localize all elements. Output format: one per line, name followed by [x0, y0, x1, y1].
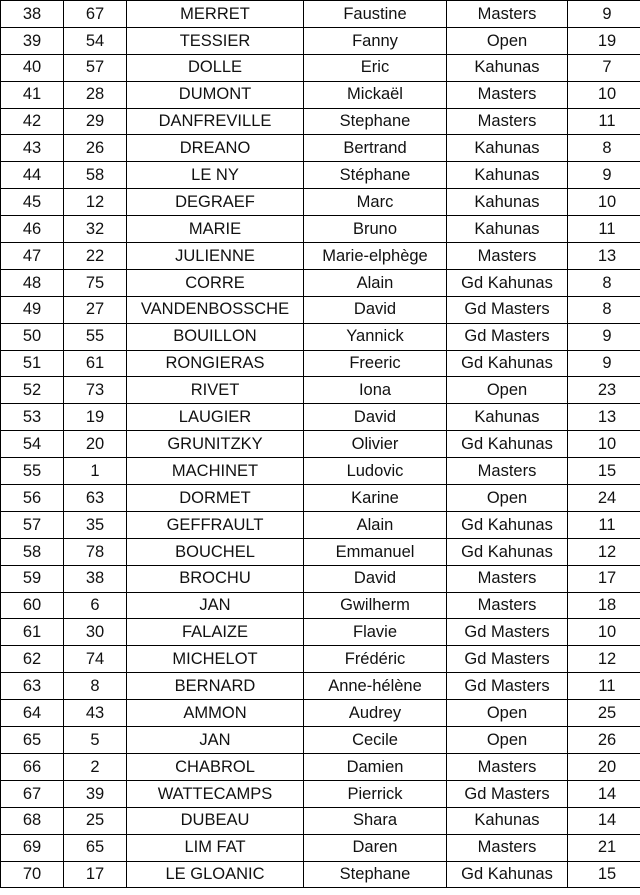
points-cell: 9	[568, 162, 640, 189]
category-cell: Masters	[447, 108, 568, 135]
first-name-cell: Alain	[304, 511, 447, 538]
table-row	[1, 807, 640, 834]
table-row	[1, 592, 640, 619]
points-cell: 12	[568, 538, 640, 565]
bib-number-cell: 17	[64, 861, 127, 888]
rank-cell: 53	[1, 404, 64, 431]
rank-cell: 48	[1, 269, 64, 296]
rank-cell: 49	[1, 296, 64, 323]
last-name-cell: RIVET	[127, 377, 304, 404]
category-cell: Kahunas	[447, 216, 568, 243]
category-cell: Masters	[447, 753, 568, 780]
rank-cell: 58	[1, 538, 64, 565]
points-cell: 24	[568, 485, 640, 512]
category-cell: Gd Masters	[447, 323, 568, 350]
first-name-cell: Marc	[304, 189, 447, 216]
points-cell: 12	[568, 646, 640, 673]
table-row	[1, 108, 640, 135]
first-name-cell: Stephane	[304, 861, 447, 888]
bib-number-cell: 54	[64, 27, 127, 54]
points-cell: 10	[568, 189, 640, 216]
first-name-cell: David	[304, 296, 447, 323]
last-name-cell: BROCHU	[127, 565, 304, 592]
first-name-cell: Daren	[304, 834, 447, 861]
points-cell: 8	[568, 296, 640, 323]
rank-cell: 46	[1, 216, 64, 243]
table-row	[1, 511, 640, 538]
first-name-cell: Mickaël	[304, 81, 447, 108]
first-name-cell: Faustine	[304, 1, 447, 28]
bib-number-cell: 73	[64, 377, 127, 404]
bib-number-cell: 19	[64, 404, 127, 431]
table-row	[1, 54, 640, 81]
first-name-cell: David	[304, 565, 447, 592]
last-name-cell: BERNARD	[127, 673, 304, 700]
rank-cell: 63	[1, 673, 64, 700]
last-name-cell: WATTECAMPS	[127, 780, 304, 807]
last-name-cell: JAN	[127, 727, 304, 754]
last-name-cell: BOUILLON	[127, 323, 304, 350]
bib-number-cell: 20	[64, 431, 127, 458]
bib-number-cell: 75	[64, 269, 127, 296]
last-name-cell: VANDENBOSSCHE	[127, 296, 304, 323]
points-cell: 8	[568, 269, 640, 296]
bib-number-cell: 2	[64, 753, 127, 780]
table-row	[1, 753, 640, 780]
table-row	[1, 404, 640, 431]
category-cell: Masters	[447, 592, 568, 619]
category-cell: Gd Kahunas	[447, 511, 568, 538]
first-name-cell: Damien	[304, 753, 447, 780]
last-name-cell: AMMON	[127, 700, 304, 727]
first-name-cell: Iona	[304, 377, 447, 404]
bib-number-cell: 61	[64, 350, 127, 377]
last-name-cell: FALAIZE	[127, 619, 304, 646]
rank-cell: 60	[1, 592, 64, 619]
last-name-cell: LE GLOANIC	[127, 861, 304, 888]
category-cell: Masters	[447, 458, 568, 485]
table-row	[1, 565, 640, 592]
bib-number-cell: 65	[64, 834, 127, 861]
last-name-cell: MACHINET	[127, 458, 304, 485]
first-name-cell: Stéphane	[304, 162, 447, 189]
points-cell: 10	[568, 431, 640, 458]
bib-number-cell: 26	[64, 135, 127, 162]
points-cell: 13	[568, 243, 640, 270]
bib-number-cell: 74	[64, 646, 127, 673]
points-cell: 21	[568, 834, 640, 861]
table-row	[1, 81, 640, 108]
rank-cell: 54	[1, 431, 64, 458]
category-cell: Gd Masters	[447, 296, 568, 323]
category-cell: Gd Kahunas	[447, 861, 568, 888]
rank-cell: 42	[1, 108, 64, 135]
rank-cell: 62	[1, 646, 64, 673]
first-name-cell: Bertrand	[304, 135, 447, 162]
table-row	[1, 27, 640, 54]
last-name-cell: CHABROL	[127, 753, 304, 780]
bib-number-cell: 58	[64, 162, 127, 189]
rank-cell: 65	[1, 727, 64, 754]
table-row	[1, 323, 640, 350]
points-cell: 11	[568, 108, 640, 135]
points-cell: 7	[568, 54, 640, 81]
points-cell: 25	[568, 700, 640, 727]
first-name-cell: Stephane	[304, 108, 447, 135]
last-name-cell: MERRET	[127, 1, 304, 28]
category-cell: Kahunas	[447, 807, 568, 834]
bib-number-cell: 55	[64, 323, 127, 350]
category-cell: Kahunas	[447, 162, 568, 189]
points-cell: 10	[568, 81, 640, 108]
category-cell: Gd Kahunas	[447, 269, 568, 296]
category-cell: Gd Masters	[447, 619, 568, 646]
first-name-cell: Audrey	[304, 700, 447, 727]
rank-cell: 55	[1, 458, 64, 485]
first-name-cell: Freeric	[304, 350, 447, 377]
points-cell: 17	[568, 565, 640, 592]
first-name-cell: Olivier	[304, 431, 447, 458]
table-row	[1, 646, 640, 673]
first-name-cell: Emmanuel	[304, 538, 447, 565]
points-cell: 11	[568, 216, 640, 243]
bib-number-cell: 43	[64, 700, 127, 727]
rank-cell: 59	[1, 565, 64, 592]
points-cell: 20	[568, 753, 640, 780]
first-name-cell: Alain	[304, 269, 447, 296]
bib-number-cell: 6	[64, 592, 127, 619]
last-name-cell: BOUCHEL	[127, 538, 304, 565]
table-row	[1, 216, 640, 243]
rank-cell: 66	[1, 753, 64, 780]
last-name-cell: DOLLE	[127, 54, 304, 81]
bib-number-cell: 25	[64, 807, 127, 834]
first-name-cell: Bruno	[304, 216, 447, 243]
rank-cell: 39	[1, 27, 64, 54]
first-name-cell: Ludovic	[304, 458, 447, 485]
points-cell: 11	[568, 511, 640, 538]
category-cell: Open	[447, 377, 568, 404]
category-cell: Kahunas	[447, 135, 568, 162]
last-name-cell: LAUGIER	[127, 404, 304, 431]
rank-cell: 44	[1, 162, 64, 189]
rank-cell: 43	[1, 135, 64, 162]
table-row	[1, 431, 640, 458]
points-cell: 11	[568, 673, 640, 700]
category-cell: Gd Kahunas	[447, 350, 568, 377]
rank-cell: 41	[1, 81, 64, 108]
rank-cell: 57	[1, 511, 64, 538]
last-name-cell: JULIENNE	[127, 243, 304, 270]
rank-cell: 47	[1, 243, 64, 270]
first-name-cell: Fanny	[304, 27, 447, 54]
first-name-cell: Flavie	[304, 619, 447, 646]
points-cell: 9	[568, 350, 640, 377]
table-row	[1, 296, 640, 323]
category-cell: Open	[447, 727, 568, 754]
rank-cell: 50	[1, 323, 64, 350]
last-name-cell: GRUNITZKY	[127, 431, 304, 458]
category-cell: Masters	[447, 834, 568, 861]
bib-number-cell: 57	[64, 54, 127, 81]
table-row	[1, 700, 640, 727]
bib-number-cell: 35	[64, 511, 127, 538]
table-row	[1, 861, 640, 888]
last-name-cell: DREANO	[127, 135, 304, 162]
category-cell: Gd Masters	[447, 646, 568, 673]
bib-number-cell: 63	[64, 485, 127, 512]
category-cell: Kahunas	[447, 54, 568, 81]
category-cell: Masters	[447, 565, 568, 592]
last-name-cell: MARIE	[127, 216, 304, 243]
points-cell: 19	[568, 27, 640, 54]
table-row	[1, 269, 640, 296]
category-cell: Open	[447, 700, 568, 727]
first-name-cell: Shara	[304, 807, 447, 834]
points-cell: 9	[568, 323, 640, 350]
table-row	[1, 1, 640, 28]
rank-cell: 51	[1, 350, 64, 377]
points-cell: 8	[568, 135, 640, 162]
bib-number-cell: 28	[64, 81, 127, 108]
bib-number-cell: 32	[64, 216, 127, 243]
category-cell: Open	[447, 485, 568, 512]
points-cell: 23	[568, 377, 640, 404]
last-name-cell: CORRE	[127, 269, 304, 296]
rank-cell: 45	[1, 189, 64, 216]
bib-number-cell: 5	[64, 727, 127, 754]
first-name-cell: Karine	[304, 485, 447, 512]
bib-number-cell: 22	[64, 243, 127, 270]
table-row	[1, 243, 640, 270]
bib-number-cell: 67	[64, 1, 127, 28]
table-row	[1, 673, 640, 700]
points-cell: 10	[568, 619, 640, 646]
table-row	[1, 834, 640, 861]
category-cell: Kahunas	[447, 404, 568, 431]
rank-cell: 52	[1, 377, 64, 404]
points-cell: 15	[568, 458, 640, 485]
category-cell: Masters	[447, 81, 568, 108]
category-cell: Gd Masters	[447, 673, 568, 700]
table-row	[1, 485, 640, 512]
category-cell: Open	[447, 27, 568, 54]
table-row	[1, 780, 640, 807]
category-cell: Kahunas	[447, 189, 568, 216]
last-name-cell: RONGIERAS	[127, 350, 304, 377]
last-name-cell: DUMONT	[127, 81, 304, 108]
rank-cell: 38	[1, 1, 64, 28]
rank-cell: 40	[1, 54, 64, 81]
points-cell: 15	[568, 861, 640, 888]
category-cell: Masters	[447, 1, 568, 28]
points-cell: 9	[568, 1, 640, 28]
last-name-cell: MICHELOT	[127, 646, 304, 673]
bib-number-cell: 12	[64, 189, 127, 216]
points-cell: 14	[568, 807, 640, 834]
last-name-cell: DANFREVILLE	[127, 108, 304, 135]
points-cell: 18	[568, 592, 640, 619]
table-row	[1, 162, 640, 189]
rank-cell: 68	[1, 807, 64, 834]
category-cell: Gd Kahunas	[447, 431, 568, 458]
first-name-cell: Cecile	[304, 727, 447, 754]
last-name-cell: DEGRAEF	[127, 189, 304, 216]
rank-cell: 64	[1, 700, 64, 727]
first-name-cell: Frédéric	[304, 646, 447, 673]
bib-number-cell: 8	[64, 673, 127, 700]
last-name-cell: DORMET	[127, 485, 304, 512]
points-cell: 26	[568, 727, 640, 754]
points-cell: 13	[568, 404, 640, 431]
rank-cell: 70	[1, 861, 64, 888]
category-cell: Gd Kahunas	[447, 538, 568, 565]
table-row	[1, 350, 640, 377]
last-name-cell: GEFFRAULT	[127, 511, 304, 538]
bib-number-cell: 78	[64, 538, 127, 565]
first-name-cell: David	[304, 404, 447, 431]
table-row	[1, 135, 640, 162]
first-name-cell: Yannick	[304, 323, 447, 350]
table-row	[1, 538, 640, 565]
bib-number-cell: 27	[64, 296, 127, 323]
rank-cell: 69	[1, 834, 64, 861]
first-name-cell: Eric	[304, 54, 447, 81]
rank-cell: 67	[1, 780, 64, 807]
last-name-cell: LE NY	[127, 162, 304, 189]
rank-cell: 56	[1, 485, 64, 512]
table-row	[1, 619, 640, 646]
last-name-cell: LIM FAT	[127, 834, 304, 861]
rank-cell: 61	[1, 619, 64, 646]
first-name-cell: Anne-hélène	[304, 673, 447, 700]
last-name-cell: DUBEAU	[127, 807, 304, 834]
table-row	[1, 727, 640, 754]
table-row	[1, 189, 640, 216]
points-cell: 14	[568, 780, 640, 807]
table-row	[1, 377, 640, 404]
first-name-cell: Marie-elphège	[304, 243, 447, 270]
category-cell: Gd Masters	[447, 780, 568, 807]
table-row	[1, 458, 640, 485]
last-name-cell: TESSIER	[127, 27, 304, 54]
bib-number-cell: 29	[64, 108, 127, 135]
first-name-cell: Gwilherm	[304, 592, 447, 619]
results-table-body	[1, 1, 640, 888]
bib-number-cell: 38	[64, 565, 127, 592]
first-name-cell: Pierrick	[304, 780, 447, 807]
bib-number-cell: 1	[64, 458, 127, 485]
last-name-cell: JAN	[127, 592, 304, 619]
category-cell: Masters	[447, 243, 568, 270]
bib-number-cell: 39	[64, 780, 127, 807]
bib-number-cell: 30	[64, 619, 127, 646]
